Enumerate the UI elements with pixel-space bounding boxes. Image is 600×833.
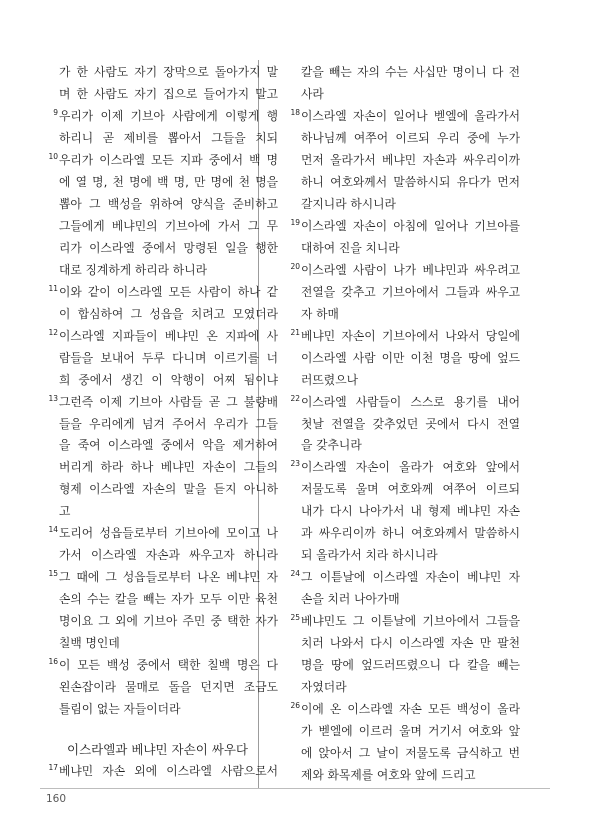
verse-number: 10: [48, 151, 58, 161]
line-text: 하니 여호와께서 말씀하시되 유다가 먼저: [301, 174, 520, 189]
line-text: 대로 징계하게 하리라 하니라: [59, 262, 207, 277]
line-text: 이 모든 백성 중에서 택한 칠백 명은 다: [59, 658, 278, 673]
line-text: 명을 땅에 엎드러뜨렸으니 다 칼을 빼는: [301, 658, 520, 673]
text-line: [59, 172, 278, 194]
text-line: [48, 761, 278, 783]
line-text: 가 벧엘에 이르러 울며 거기서 여호와 앞: [301, 724, 520, 739]
text-line: [301, 282, 520, 304]
verse-number: 11: [48, 283, 58, 293]
text-line: [290, 567, 520, 589]
line-text: 들을 우리에게 넘겨 주어서 우리가 그들: [59, 416, 278, 431]
line-text: 에 열 명, 천 명에 백 명, 만 명에 천 명을: [59, 174, 278, 189]
text-line: [301, 84, 520, 106]
line-text: 손을 치러 나아가매: [301, 592, 400, 607]
text-line: [59, 545, 278, 567]
verse-number: 13: [48, 393, 58, 403]
text-line: [59, 370, 278, 392]
verse-number: 17: [48, 763, 58, 773]
line-text: 이스라엘 자손이 일어나 벧엘에 올라가서: [301, 108, 520, 123]
right-column: [290, 62, 520, 787]
line-text: 리가 이스라엘 중에서 망령된 일을 행한: [59, 240, 278, 255]
verse-number: 23: [290, 459, 300, 469]
line-text: 손의 수는 칼을 빼는 자가 모두 이만 육천: [59, 592, 278, 607]
line-text: 자였더라: [301, 680, 347, 695]
line-text: 형제 이스라엘 자손의 말을 듣지 아니하: [59, 482, 278, 497]
line-text: 왼손잡이라 물매로 돌을 던지면 조금도: [59, 680, 278, 695]
line-text: 그들에게 베냐민의 기브아에 가서 그 무: [59, 218, 278, 233]
verse-number: 26: [290, 701, 300, 711]
text-line: [59, 238, 278, 260]
verse-number: 21: [290, 327, 300, 337]
text-line: [301, 765, 520, 787]
line-text: 그런즉 이제 기브아 사람들 곧 그 불량배: [59, 394, 278, 409]
text-line: [59, 611, 278, 633]
line-text: 명이요 그 외에 기브아 주민 중 택한 자가: [59, 614, 278, 629]
verse-number: 14: [48, 525, 58, 535]
text-line: [301, 370, 520, 392]
line-text: 베냐민 자손이 기브아에서 나와서 당일에: [301, 328, 520, 343]
verse-number: 24: [290, 569, 300, 579]
text-line: [301, 194, 520, 216]
line-text: 첫날 전열을 갖추었던 곳에서 다시 전열: [301, 416, 520, 431]
line-text: 먼저 올라가서 베냐민 자손과 싸우리이까: [301, 152, 520, 167]
line-text: 사라: [301, 86, 324, 101]
text-line: [301, 589, 520, 611]
line-text: 전열을 갖추고 기브아에서 그들과 싸우고: [301, 284, 520, 299]
text-line: [59, 457, 278, 479]
text-line: [290, 457, 520, 479]
line-text: 고: [59, 504, 71, 519]
text-line: [290, 326, 520, 348]
text-line: [59, 633, 278, 655]
text-line: [301, 501, 520, 523]
text-line: [301, 62, 520, 84]
text-line: [301, 479, 520, 501]
text-line: [59, 479, 278, 501]
line-text: 우리가 이스라엘 모든 지파 중에서 백 명: [59, 152, 278, 167]
text-line: [48, 567, 278, 589]
verse-number: 25: [290, 613, 300, 623]
text-line: [59, 216, 278, 238]
line-text: 이스라엘 자손이 아침에 일어나 기브아를: [301, 218, 520, 233]
text-line: [59, 62, 278, 84]
line-text: 하나님께 여쭈어 이르되 우리 중에 누가: [301, 130, 520, 145]
line-text: 대하여 진을 치니라: [301, 240, 400, 255]
text-line: [48, 655, 278, 677]
text-line: [59, 348, 278, 370]
text-line: [59, 84, 278, 106]
text-line: [290, 699, 520, 721]
text-line: [301, 414, 520, 436]
line-text: 을 죽여 이스라엘 중에서 악을 제거하여: [59, 438, 278, 453]
line-text: 이스라엘 사람들이 스스로 용기를 내어: [301, 394, 520, 409]
line-text: 저물도록 울며 여호와께 여쭈어 이르되: [301, 482, 520, 497]
line-text: 이스라엘 자손이 올라가 여호와 앞에서: [301, 460, 520, 475]
text-line: [290, 260, 520, 282]
text-line: [59, 414, 278, 436]
line-text: 과 싸우리이까 하니 여호와께서 말씀하시: [301, 526, 520, 541]
section-heading: 이스라엘과 베냐민 자손이 싸우다: [67, 742, 248, 758]
line-text: 자 하매: [301, 306, 339, 321]
verse-number: 16: [48, 657, 58, 667]
line-text: 베냐민도 그 이튿날에 기브아에서 그들을: [301, 614, 520, 629]
text-line: [301, 238, 520, 260]
text-line: [290, 216, 520, 238]
left-column: [48, 62, 278, 783]
line-text: 베냐민 자손 외에 이스라엘 사람으로서: [59, 764, 278, 779]
text-line: [301, 523, 520, 545]
text-line: [59, 260, 278, 282]
line-text: 그 때에 그 성읍들로부터 나온 베냐민 자: [59, 570, 278, 585]
text-line: [48, 282, 278, 304]
verse-number: 19: [290, 217, 300, 227]
text-line: [301, 150, 520, 172]
text-line: [301, 655, 520, 677]
line-text: 을 갖추니라: [301, 438, 362, 453]
line-text: 람들을 보내어 두루 다니며 이르기를 너: [59, 350, 278, 365]
line-text: 가 한 사람도 자기 장막으로 돌아가지 말: [59, 65, 278, 79]
verse-number: 22: [290, 393, 300, 403]
verse-number: 20: [290, 261, 300, 271]
line-text: 이와 같이 이스라엘 모든 사람이 하나 같: [59, 284, 278, 299]
text-line: [59, 699, 278, 721]
page-number: 160: [46, 793, 67, 805]
text-line: [301, 545, 520, 567]
text-line: [301, 304, 520, 326]
line-text: 하리니 곧 제비를 뽑아서 그들을 치되: [59, 130, 278, 145]
text-line: [290, 392, 520, 414]
line-text: 그 이튿날에 이스라엘 자손이 베냐민 자: [301, 570, 520, 585]
text-line: [301, 721, 520, 743]
text-line: [301, 348, 520, 370]
text-line: [301, 743, 520, 765]
text-line: [48, 150, 278, 172]
text-line: [290, 611, 520, 633]
line-text: 이 합심하여 그 성읍을 치려고 모였더라: [59, 306, 278, 321]
line-text: 칼을 빼는 자의 수는 사십만 명이니 다 전: [301, 65, 520, 79]
line-text: 되 올라가서 치라 하시니라: [301, 548, 438, 563]
text-line: [301, 172, 520, 194]
line-text: 버리게 하라 하나 베냐민 자손이 그들의: [59, 460, 278, 475]
line-text: 에 앉아서 그 날이 저물도록 금식하고 번: [301, 746, 520, 761]
footer-rule: [40, 788, 550, 789]
text-line: [53, 106, 278, 128]
text-line: [59, 194, 278, 216]
text-line: [59, 435, 278, 457]
line-text: 갈지니라 하시니라: [301, 196, 396, 211]
line-text: 치러 나와서 다시 이스라엘 자손 만 팔천: [301, 636, 520, 651]
text-line: [290, 106, 520, 128]
line-text: 러뜨렸으나: [301, 372, 358, 387]
line-text: 이스라엘 지파들이 베냐민 온 지파에 사: [59, 328, 278, 343]
text-line: [48, 523, 278, 545]
verse-number: 15: [48, 569, 58, 579]
line-text: 이스라엘 사람 이만 이천 명을 땅에 엎드: [301, 350, 520, 365]
text-line: [301, 128, 520, 150]
line-text: 뽑아 그 백성을 위하여 양식을 준비하고: [59, 196, 278, 211]
verse-number: 9: [53, 107, 58, 117]
text-line: [59, 501, 278, 523]
line-text: 이스라엘 사람이 나가 베냐민과 싸우려고: [301, 262, 520, 277]
line-text: 우리가 이제 기브아 사람에게 이렇게 행: [59, 108, 278, 123]
text-line: [301, 633, 520, 655]
text-line: [59, 304, 278, 326]
line-text: 칠백 명인데: [59, 636, 120, 651]
text-line: [59, 677, 278, 699]
line-text: 가서 이스라엘 자손과 싸우고자 하니라: [59, 548, 278, 563]
text-line: [301, 677, 520, 699]
line-text: 희 중에서 생긴 이 악행이 어찌 됨이냐: [59, 372, 278, 387]
text-line: [48, 326, 278, 348]
line-text: 제와 화목제를 여호와 앞에 드리고: [301, 768, 476, 782]
line-text: 이에 온 이스라엘 자손 모든 백성이 올라: [301, 702, 520, 717]
verse-number: 18: [290, 107, 300, 117]
text-line: [59, 128, 278, 150]
text-line: [59, 589, 278, 611]
line-text: 틀림이 없는 자들이더라: [59, 702, 181, 717]
line-text: 내가 다시 나아가서 내 형제 베냐민 자손: [301, 504, 520, 519]
verse-number: 12: [48, 327, 58, 337]
text-line: [301, 435, 520, 457]
line-text: 도리어 성읍들로부터 기브아에 모이고 나: [59, 526, 278, 541]
text-line: [48, 392, 278, 414]
line-text: 며 한 사람도 자기 집으로 들어가지 말고: [59, 86, 278, 101]
